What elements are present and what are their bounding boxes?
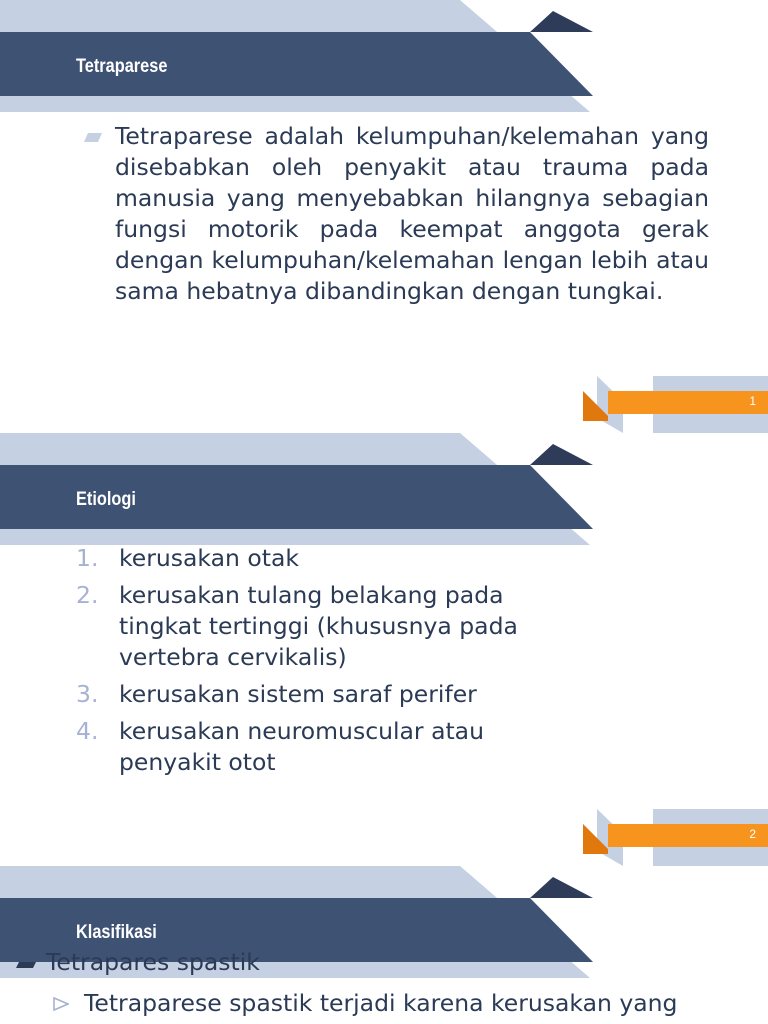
- slide-3: [0, 866, 768, 1024]
- page-number: 1: [749, 394, 756, 408]
- page-number: 2: [749, 827, 756, 841]
- list-number: 3.: [76, 680, 99, 708]
- list-number: 1.: [76, 544, 99, 572]
- slide-2: [0, 433, 768, 866]
- subheading: Tetrapares spastik: [46, 948, 260, 976]
- slide-1: [0, 0, 768, 433]
- list-item-text: kerusakan tulang belakang pada tingkat tertinggi (khususnya pada vertebra cervikalis): [119, 581, 518, 671]
- bullet-icon: [16, 962, 36, 968]
- list-item: [76, 580, 576, 673]
- list-item: [76, 679, 576, 710]
- bullet-icon: [84, 133, 102, 142]
- slide-title: Klasifikasi: [76, 922, 157, 943]
- list-item-text: kerusakan otak: [119, 544, 299, 572]
- list-item-text: Tetraparese spastik terjadi karena kerusakan yang: [84, 989, 678, 1017]
- page-number-tag: [583, 376, 768, 433]
- list-item: [76, 543, 576, 574]
- slide-title: Etiologi: [76, 489, 136, 510]
- list-item-text: kerusakan neuromuscular atau penyakit otot: [119, 717, 484, 776]
- list-item: [76, 716, 576, 778]
- list-number: 2.: [76, 581, 99, 609]
- slide-title: Tetraparese: [76, 56, 168, 77]
- page-number-tag: [583, 809, 768, 866]
- triangle-bullet-icon: [53, 997, 69, 1011]
- etiology-list: [76, 543, 576, 784]
- definition-paragraph: Tetraparese adalah kelumpuhan/kelemahan yang disebabkan oleh penyakit atau trauma pada manusia yang menyebabkan hilangnya sebagian fungsi motorik pada keempat anggota gerak dengan kelumpuhan/kelemahan lengan lebih atau sama hebatnya dibandingkan dengan tungkai.: [115, 122, 709, 305]
- list-item-text: kerusakan sistem saraf perifer: [119, 680, 477, 708]
- list-number: 4.: [76, 717, 99, 745]
